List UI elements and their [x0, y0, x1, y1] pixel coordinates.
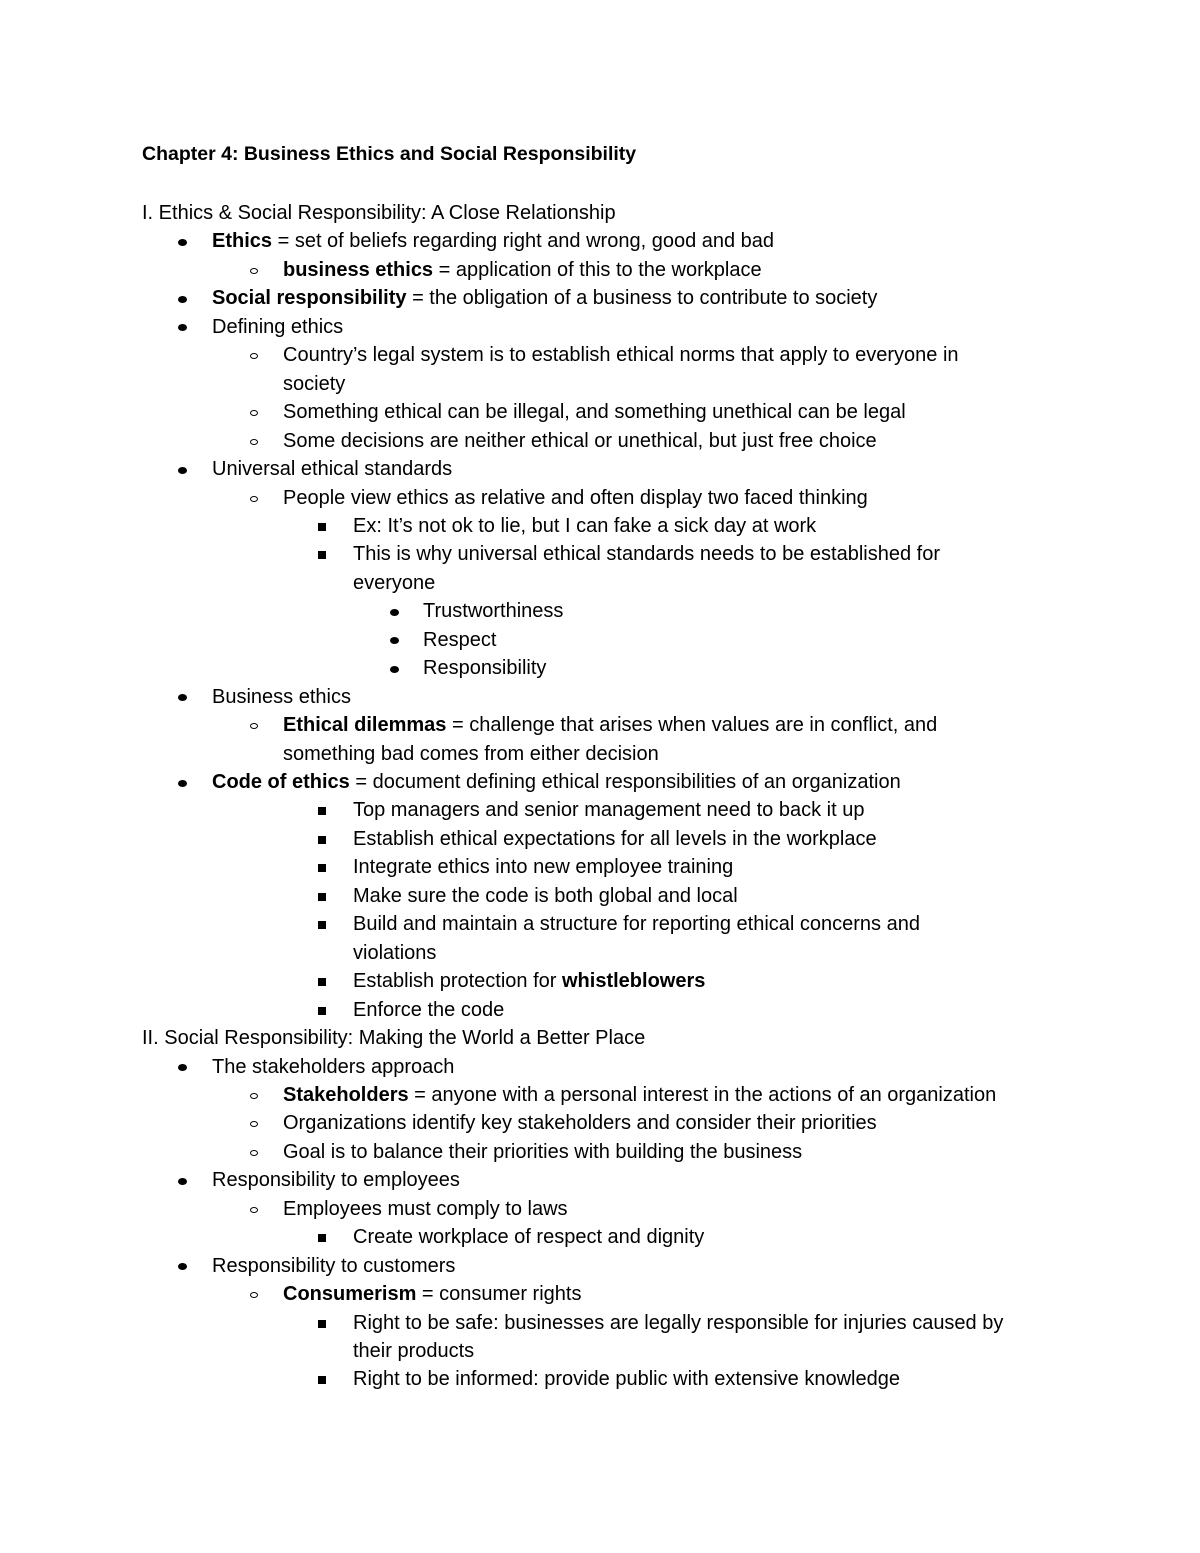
text-run: Establish ethical expectations for all levels in the workplace — [353, 827, 877, 850]
list-item — [353, 1223, 704, 1251]
text-run: Responsibility to employees — [212, 1169, 460, 1192]
list-item — [353, 882, 738, 910]
list-item — [423, 626, 496, 654]
circle-bullet-icon — [250, 496, 258, 502]
text-run: Goal is to balance their priorities with building the business — [283, 1140, 803, 1163]
text-run: = challenge that arises when values are in conflict, and — [446, 714, 938, 737]
list-item — [212, 284, 877, 312]
list-item — [423, 654, 546, 682]
text-run: Respect — [423, 628, 497, 651]
bold-term: Ethical dilemmas — [283, 714, 447, 737]
text-run: Ex: It’s not ok to lie, but I can fake a sick day at work — [353, 514, 817, 537]
list-item — [353, 1309, 1003, 1337]
text-run: Trustworthiness — [423, 600, 564, 623]
list-item — [353, 512, 816, 540]
text-run: = consumer rights — [416, 1283, 582, 1306]
text-run: II. Social Responsibility: Making the World a Better Place — [142, 1027, 646, 1050]
list-item — [283, 1109, 877, 1137]
list-item — [283, 711, 937, 739]
text-run: I. Ethics & Social Responsibility: A Close Relationship — [142, 202, 616, 224]
list-item — [212, 768, 901, 796]
text-run: Establish protection for — [353, 970, 562, 993]
disc-bullet-icon — [390, 637, 399, 644]
text-run: Defining ethics — [212, 315, 344, 338]
list-item — [212, 1252, 455, 1280]
circle-bullet-icon — [250, 723, 258, 729]
text-run: something bad comes from either decision — [283, 742, 659, 765]
text-run: Build and maintain a structure for reporting ethical concerns and — [353, 913, 920, 936]
bold-term: whistleblowers — [562, 970, 706, 993]
list-item — [283, 427, 877, 455]
square-bullet-icon — [318, 1007, 326, 1015]
list-item-continuation — [353, 939, 436, 967]
disc-bullet-icon — [178, 1064, 187, 1071]
list-item-continuation — [283, 740, 659, 768]
disc-bullet-icon — [178, 239, 187, 246]
text-run: Right to be safe: businesses are legally responsible for injuries caused by — [353, 1311, 1004, 1334]
text-run: Universal ethical standards — [212, 458, 453, 481]
text-run: society — [283, 372, 346, 395]
text-run: Responsibility to customers — [212, 1254, 456, 1277]
list-item — [423, 597, 563, 625]
list-item — [212, 1053, 454, 1081]
text-run: = the obligation of a business to contribute to society — [406, 287, 878, 310]
text-run: Create workplace of respect and dignity — [353, 1226, 705, 1249]
list-item — [353, 540, 940, 568]
circle-bullet-icon — [250, 1207, 258, 1213]
circle-bullet-icon — [250, 353, 258, 359]
list-item — [353, 796, 864, 824]
list-item — [212, 1166, 460, 1194]
list-item-continuation — [353, 569, 435, 597]
text-run: Organizations identify key stakeholders and consider their priorities — [283, 1112, 877, 1135]
list-item — [283, 398, 906, 426]
text-run: Make sure the code is both global and local — [353, 884, 738, 907]
text-run: This is why universal ethical standards needs to be established for — [353, 543, 940, 566]
list-item — [283, 341, 959, 369]
square-bullet-icon — [318, 921, 326, 929]
list-item — [353, 996, 504, 1024]
disc-bullet-icon — [390, 609, 399, 616]
square-bullet-icon — [318, 807, 326, 815]
text-run: Integrate ethics into new employee training — [353, 856, 734, 879]
bold-term: Stakeholders — [283, 1083, 409, 1106]
list-item — [283, 1081, 996, 1109]
square-bullet-icon — [318, 1320, 326, 1328]
circle-bullet-icon — [250, 1150, 258, 1156]
list-item-continuation — [283, 370, 345, 398]
disc-bullet-icon — [390, 666, 399, 673]
list-item — [212, 227, 774, 255]
page-title: Chapter 4: Business Ethics and Social Responsibility — [142, 143, 637, 165]
text-run: Employees must comply to laws — [283, 1197, 568, 1220]
text-run: Enforce the code — [353, 998, 505, 1021]
list-item — [212, 313, 343, 341]
square-bullet-icon — [318, 836, 326, 844]
disc-bullet-icon — [178, 694, 187, 701]
text-run: = anyone with a personal interest in the actions of an organization — [408, 1083, 997, 1106]
square-bullet-icon — [318, 893, 326, 901]
list-item — [353, 910, 920, 938]
text-run: everyone — [353, 571, 436, 594]
list-item — [283, 256, 762, 284]
circle-bullet-icon — [250, 1093, 258, 1099]
text-run: = set of beliefs regarding right and wrong, good and bad — [272, 230, 775, 253]
disc-bullet-icon — [178, 324, 187, 331]
list-item — [353, 853, 733, 881]
square-bullet-icon — [318, 1234, 326, 1242]
square-bullet-icon — [318, 551, 326, 559]
circle-bullet-icon — [250, 1121, 258, 1127]
list-item — [353, 967, 705, 995]
bold-term: Consumerism — [283, 1283, 417, 1306]
section-heading — [142, 199, 616, 227]
square-bullet-icon — [318, 978, 326, 986]
list-item — [283, 484, 868, 512]
text-run: violations — [353, 941, 437, 964]
bold-term: business ethics — [283, 258, 434, 281]
circle-bullet-icon — [250, 410, 258, 416]
square-bullet-icon — [318, 1376, 326, 1384]
list-item — [353, 1365, 900, 1393]
list-item — [212, 455, 452, 483]
text-run: Right to be informed: provide public with extensive knowledge — [353, 1368, 900, 1391]
bold-term: Ethics — [212, 230, 273, 253]
disc-bullet-icon — [178, 1178, 187, 1185]
disc-bullet-icon — [178, 1263, 187, 1270]
text-run: their products — [353, 1340, 475, 1362]
text-run: Responsibility — [423, 657, 547, 680]
disc-bullet-icon — [178, 296, 187, 303]
list-item — [283, 1280, 581, 1308]
square-bullet-icon — [318, 864, 326, 872]
disc-bullet-icon — [178, 780, 187, 787]
circle-bullet-icon — [250, 1292, 258, 1298]
disc-bullet-icon — [178, 467, 187, 474]
text-run: Country’s legal system is to establish ethical norms that apply to everyone in — [283, 344, 959, 367]
section-heading — [142, 1024, 645, 1052]
text-run: Top managers and senior management need to back it up — [353, 799, 865, 822]
text-run: = document defining ethical responsibilities of an organization — [349, 771, 901, 793]
text-run: The stakeholders approach — [212, 1055, 455, 1078]
circle-bullet-icon — [250, 268, 258, 274]
list-item — [283, 1138, 802, 1166]
circle-bullet-icon — [250, 439, 258, 445]
text-run: People view ethics as relative and often display two faced thinking — [283, 486, 868, 509]
text-run: = application of this to the workplace — [433, 258, 762, 281]
list-item-continuation — [353, 1337, 474, 1365]
square-bullet-icon — [318, 523, 326, 531]
text-run: Business ethics — [212, 685, 351, 708]
text-run: Something ethical can be illegal, and something unethical can be legal — [283, 401, 906, 424]
bold-term: Social responsibility — [212, 287, 407, 310]
list-item — [283, 1195, 568, 1223]
bold-term: Code of ethics — [212, 771, 350, 793]
text-run: Some decisions are neither ethical or unethical, but just free choice — [283, 429, 877, 452]
list-item — [353, 825, 877, 853]
list-item — [212, 683, 351, 711]
